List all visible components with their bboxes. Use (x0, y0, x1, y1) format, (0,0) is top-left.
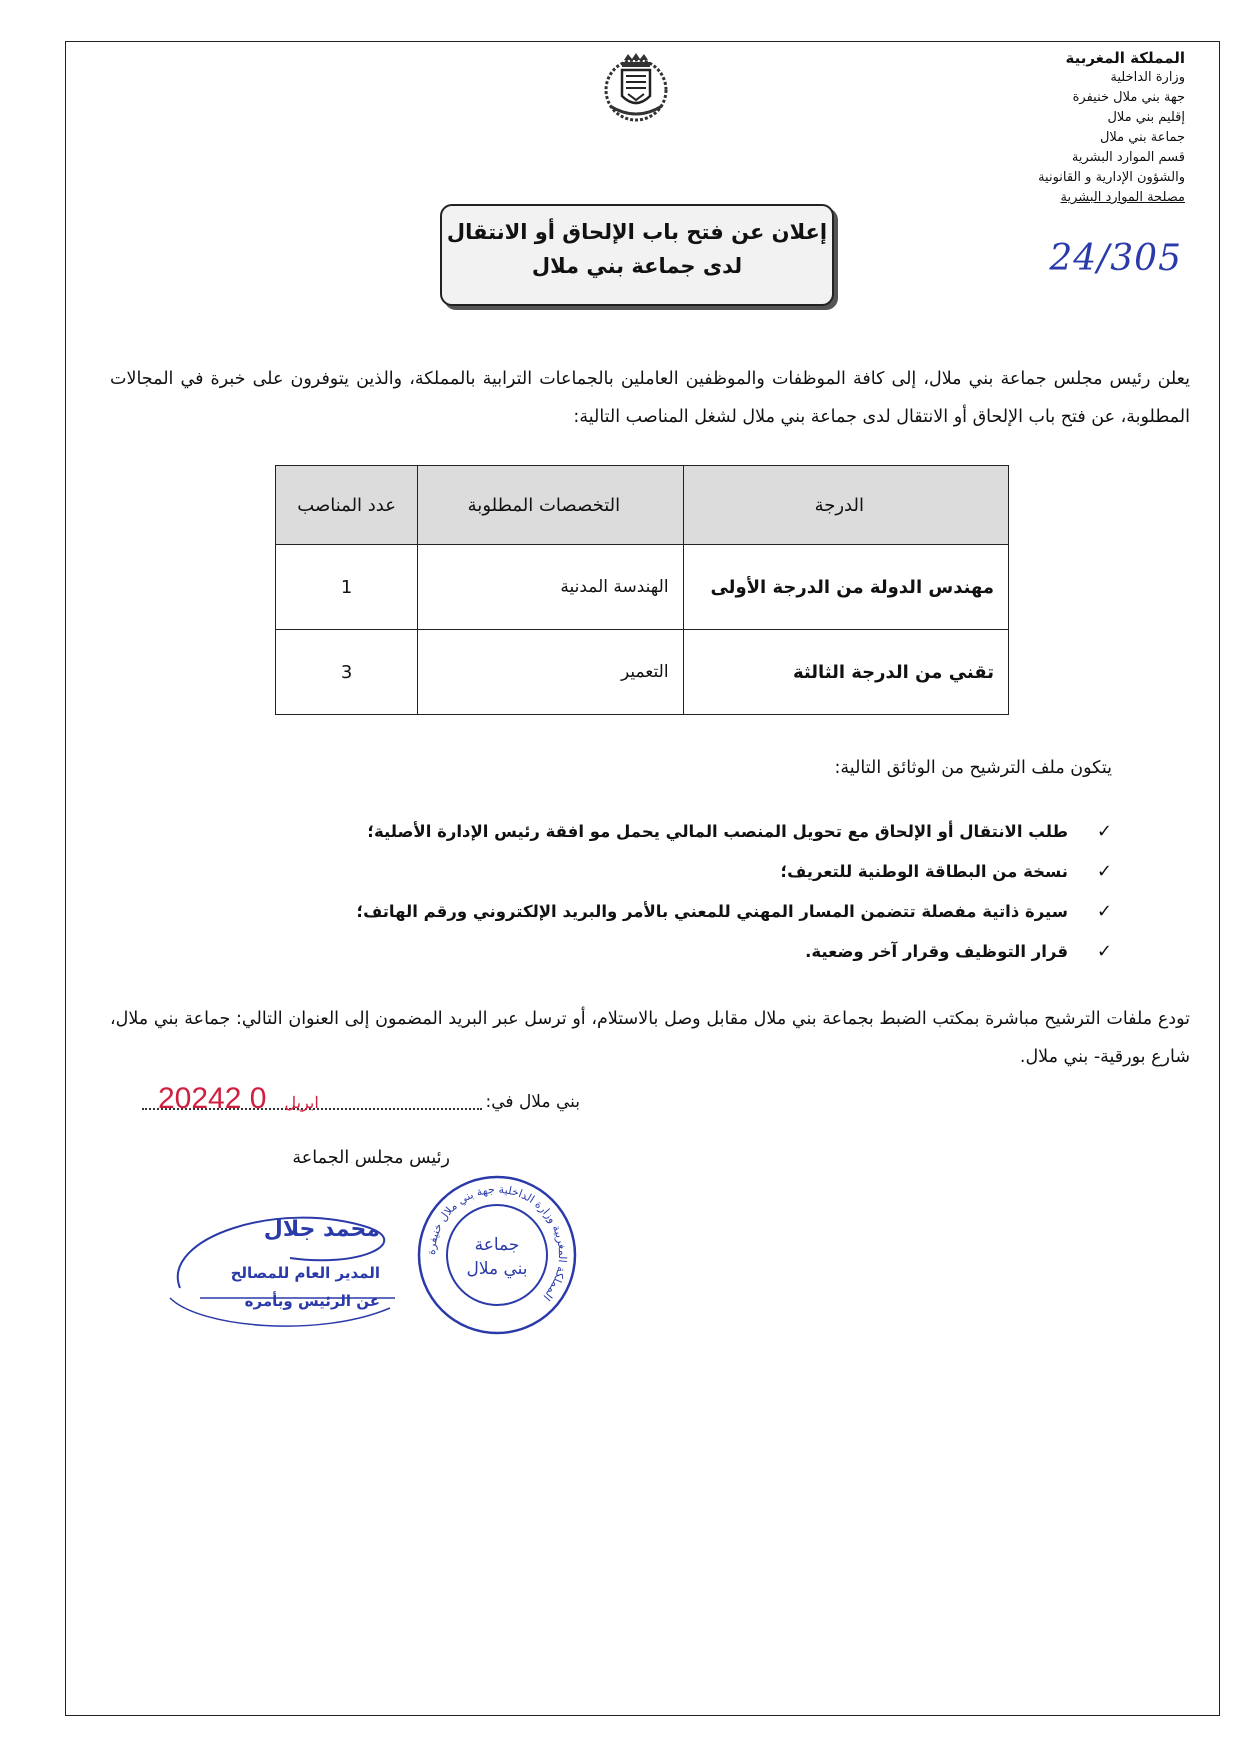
column-header-count: عدد المناصب (276, 466, 418, 545)
header-line-division: قسم الموارد البشرية (1071, 150, 1185, 165)
intro-paragraph: يعلن رئيس مجلس جماعة بني ملال، إلى كافة الموظفات والموظفين العاملين بالجماعات الترابية بالمملكة، والذين يتوفرون على خبرة في المجالات المطلوبة، عن فتح باب الإلحاق أو الانتقال لدى جماعة بني ملال لشغل المناصب التالية: (110, 369, 1190, 427)
cell-count: 1 (276, 545, 418, 630)
document-item-text: سيرة ذاتية مفصلة تتضمن المسار المهني للمعني بالأمر والبريد الإلكتروني ورقم الهاتف؛ (356, 902, 1068, 921)
title-line-1: إعلان عن فتح باب الإلحاق أو الانتقال (446, 220, 828, 244)
signer-title: رئيس مجلس الجماعة (292, 1148, 450, 1168)
cell-count: 3 (276, 630, 418, 715)
header-line-service: مصلحة الموارد البشرية (1060, 190, 1185, 205)
stamp-ring-text: المملكة المغربية وزارة الداخلية جهة بني ملال خنيفرة (424, 1182, 570, 1304)
header-line-commune: جماعة بني ملال (1099, 130, 1185, 145)
signature-name: محمد جلال (263, 1217, 380, 1242)
table-row (276, 545, 1009, 630)
signature-title-line1: المدير العام للمصالح (230, 1264, 380, 1282)
cell-grade: تقني من الدرجة الثالثة (683, 630, 1008, 715)
title-line-2: لدى جماعة بني ملال (531, 254, 743, 278)
date-stamp-year: 2024 (158, 1082, 225, 1115)
positions-table (275, 465, 1009, 715)
cell-specialty: التعمير (418, 630, 683, 715)
list-item (232, 852, 1112, 892)
signature-stamp (160, 1198, 410, 1338)
list-item (232, 932, 1112, 972)
document-item-text: قرار التوظيف وقرار آخر وضعية. (805, 942, 1068, 961)
stamp-center-line1: جماعة (474, 1235, 520, 1255)
checkmark-icon: ✓ (1096, 861, 1112, 882)
checkmark-icon: ✓ (1096, 821, 1112, 842)
cell-specialty: الهندسة المدنية (418, 545, 683, 630)
column-header-specialty: التخصصات المطلوبة (418, 466, 683, 545)
submission-paragraph: تودع ملفات الترشيح مباشرة بمكتب الضبط بجماعة بني ملال مقابل وصل بالاستلام، أو ترسل عبر البريد المضمون إلى العنوان التالي: جماعة بني ملال، شارع بورقية- بني ملال. (110, 1009, 1190, 1067)
issuing-authority-header (970, 48, 1185, 208)
header-line-region: جهة بني ملال خنيفرة (1072, 90, 1185, 105)
checkmark-icon: ✓ (1096, 901, 1112, 922)
cell-grade: مهندس الدولة من الدرجة الأولى (683, 545, 1008, 630)
list-item (232, 892, 1112, 932)
coat-of-arms-icon (598, 50, 674, 126)
column-header-grade: الدرجة (683, 466, 1008, 545)
table-header-row (276, 466, 1009, 545)
header-line-province: إقليم بني ملال (1107, 110, 1185, 125)
date-stamp (158, 1082, 337, 1116)
document-item-text: طلب الانتقال أو الإلحاق مع تحويل المنصب المالي يحمل مو افقة رئيس الإدارة الأصلية؛ (367, 822, 1068, 841)
date-stamp-month: ابريل (284, 1095, 319, 1112)
document-item-text: نسخة من البطاقة الوطنية للتعريف؛ (780, 862, 1068, 881)
list-item (232, 812, 1112, 852)
announcement-title-box (440, 204, 834, 306)
date-label: بني ملال في: (485, 1092, 580, 1112)
header-line-ministry: وزارة الداخلية (1110, 70, 1185, 85)
checkmark-icon: ✓ (1096, 941, 1112, 962)
official-round-stamp (412, 1170, 582, 1340)
table-row (276, 630, 1009, 715)
header-line-affairs: والشؤون الإدارية و القانونية (1038, 170, 1185, 185)
date-stamp-day: 0 2 (224, 1082, 267, 1115)
documents-list (232, 812, 1112, 972)
stamp-center-line2: بني ملال (466, 1259, 528, 1279)
signature-title-line2: عن الرئيس وبأمره (244, 1292, 380, 1310)
reference-number: 24/305 (1049, 238, 1182, 279)
header-line-kingdom: المملكة المغربية (1065, 49, 1185, 67)
documents-intro: يتكون ملف الترشيح من الوثائق التالية: (834, 758, 1112, 778)
